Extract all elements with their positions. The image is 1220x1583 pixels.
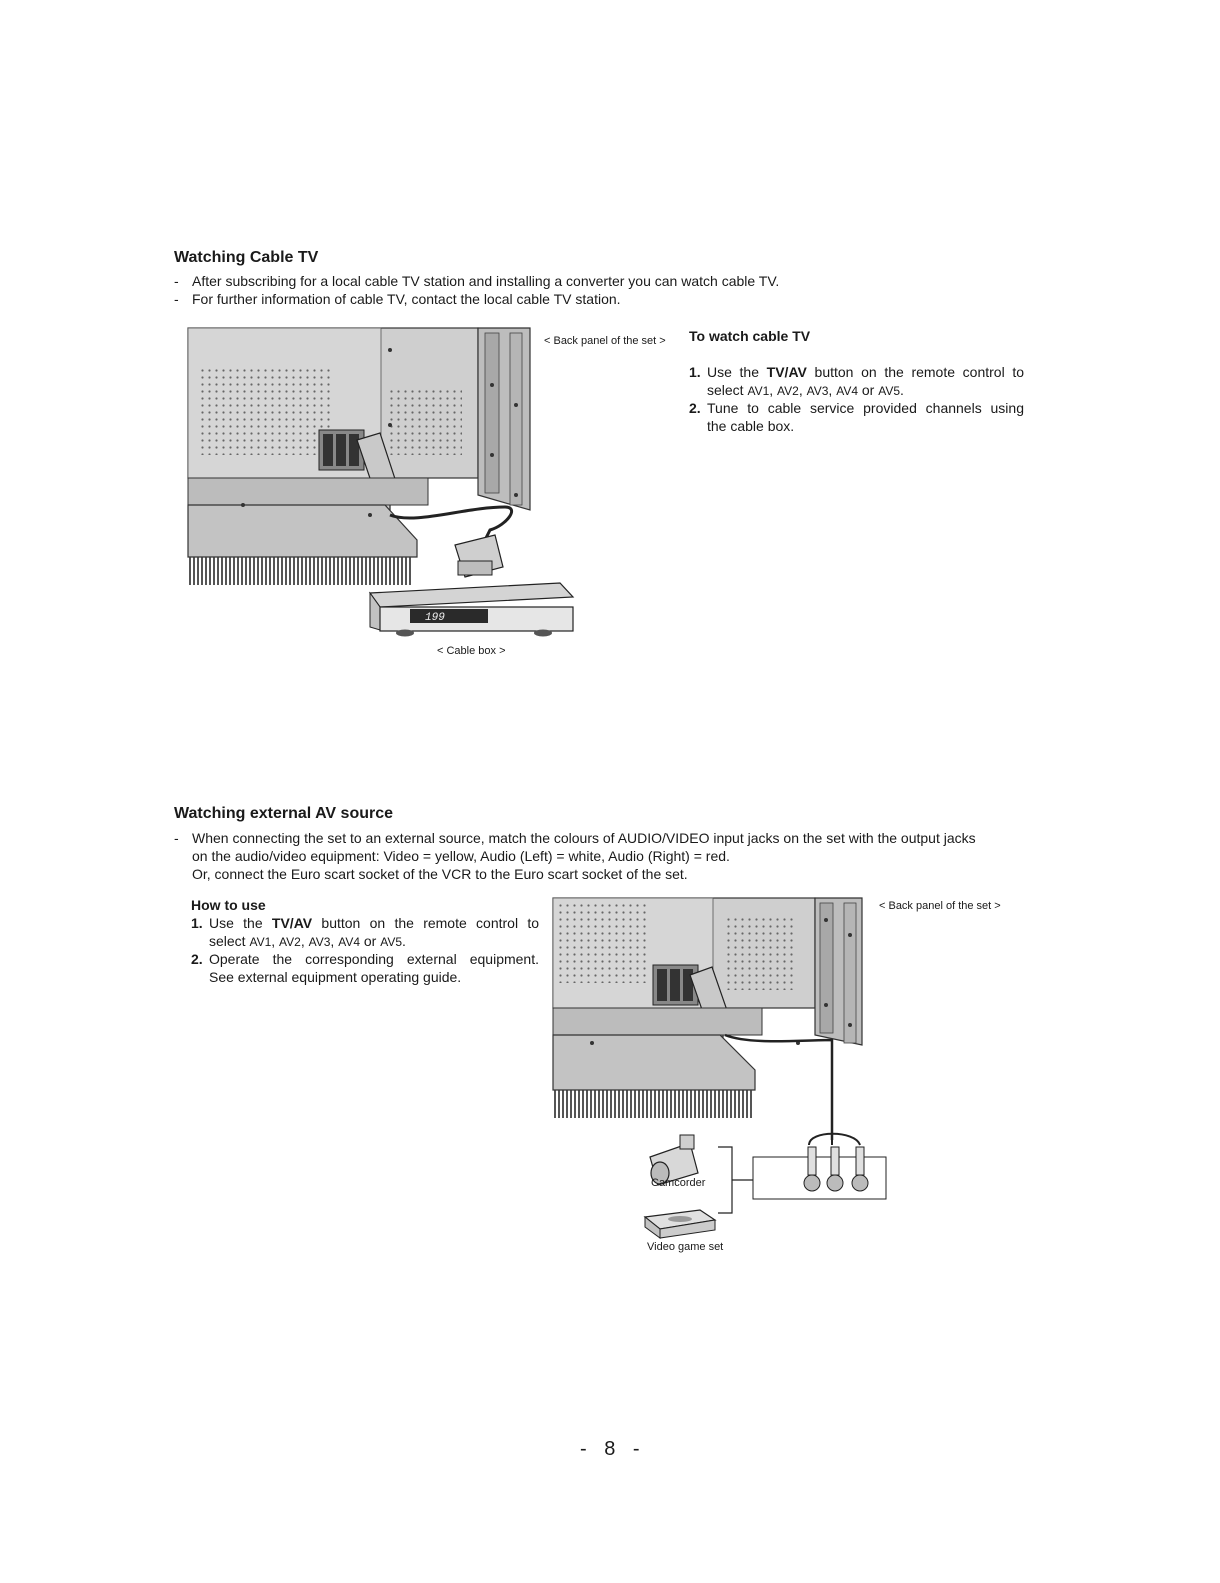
step-number: 1. xyxy=(191,915,203,931)
bullet-text: After subscribing for a local cable TV station and installing a converter you can watch cable TV. xyxy=(192,273,780,289)
cable-box-label: < Cable box > xyxy=(437,645,506,657)
tv-back-panel-cable-box-illustration xyxy=(185,325,585,645)
cable-tv-steps xyxy=(689,363,1024,443)
section-title-external-av: Watching external AV source xyxy=(174,805,394,822)
step-text: or xyxy=(363,933,377,949)
step-text: Use the xyxy=(707,364,760,380)
av4-label: AV4 xyxy=(836,384,858,398)
step-text: or xyxy=(861,382,875,398)
av3-label: AV3 xyxy=(308,935,331,949)
av5-label: AV5 xyxy=(380,935,403,949)
step-text: Tune to cable service provided channels using xyxy=(707,400,1024,416)
bullet-text: When connecting the set to an external source, match the colours of AUDIO/VIDEO input jacks on the set with the output jacks xyxy=(192,830,976,846)
step-text: select xyxy=(707,382,744,398)
step-text: button on the remote control to xyxy=(321,915,540,931)
step-line xyxy=(707,363,1024,381)
section-title-cable-tv: Watching Cable TV xyxy=(174,249,319,266)
av5-label: AV5 xyxy=(878,384,901,398)
video-game-console-icon xyxy=(645,1210,715,1238)
av2-label: AV2 xyxy=(279,935,301,949)
step-text: Use the xyxy=(209,915,263,931)
tv-back-panel-av-illustration xyxy=(550,895,895,1265)
bullet-text: Or, connect the Euro scart socket of the VCR to the Euro scart socket of the set. xyxy=(192,866,688,882)
step-line xyxy=(209,914,539,932)
external-av-steps xyxy=(191,914,541,994)
step-text: button on the remote control to xyxy=(814,364,1025,380)
step-number: 1. xyxy=(689,364,701,380)
step-text: Operate the corresponding external equipment. xyxy=(209,951,539,967)
step-line: select AV1, AV2, AV3, AV4 or AV5. xyxy=(707,382,904,398)
howto-title: How to use xyxy=(191,897,266,913)
step-line: select AV1, AV2, AV3, AV4 or AV5. xyxy=(209,933,406,949)
av1-label: AV1 xyxy=(249,935,272,949)
tv-av-button-name: TV/AV xyxy=(271,915,313,931)
page-number: - 8 - xyxy=(580,1438,646,1460)
av4-label: AV4 xyxy=(338,935,360,949)
bullet-text: For further information of cable TV, contact the local cable TV station. xyxy=(192,291,621,307)
tv-av-button-name: TV/AV xyxy=(766,364,807,380)
step-text: the cable box. xyxy=(707,418,795,434)
video-game-label: Video game set xyxy=(647,1241,724,1253)
step-number: 2. xyxy=(191,951,203,967)
av3-label: AV3 xyxy=(806,384,829,398)
step-text: select xyxy=(209,933,246,949)
cable-tv-bullets: - After subscribing for a local cable TV station and installing a converter you can watch cable TV. - For further information of cable TV, contact the local cable TV station. xyxy=(174,273,780,307)
step-text: See external equipment operating guide. xyxy=(209,969,462,985)
back-panel-label: < Back panel of the set > xyxy=(544,335,666,347)
external-av-bullet: - When connecting the set to an external source, match the colours of AUDIO/VIDEO input jacks on the set with the output jacks on the audio/video equipment: Video = yellow, Audio (Left) = white, Audio (Right) = red. Or, connect the Euro scart socket of the VCR to the Euro scart socket of the set. xyxy=(174,830,976,882)
av1-label: AV1 xyxy=(747,384,770,398)
av2-label: AV2 xyxy=(777,384,799,398)
bullet-text: on the audio/video equipment: Video = yellow, Audio (Left) = white, Audio (Right) = red. xyxy=(192,848,730,864)
step-number: 2. xyxy=(689,400,701,416)
cable-box-display: 199 xyxy=(425,612,445,624)
camcorder-label: Camcorder xyxy=(651,1177,706,1189)
back-panel-label: < Back panel of the set > xyxy=(879,900,1001,912)
instructions-title: To watch cable TV xyxy=(689,328,811,344)
